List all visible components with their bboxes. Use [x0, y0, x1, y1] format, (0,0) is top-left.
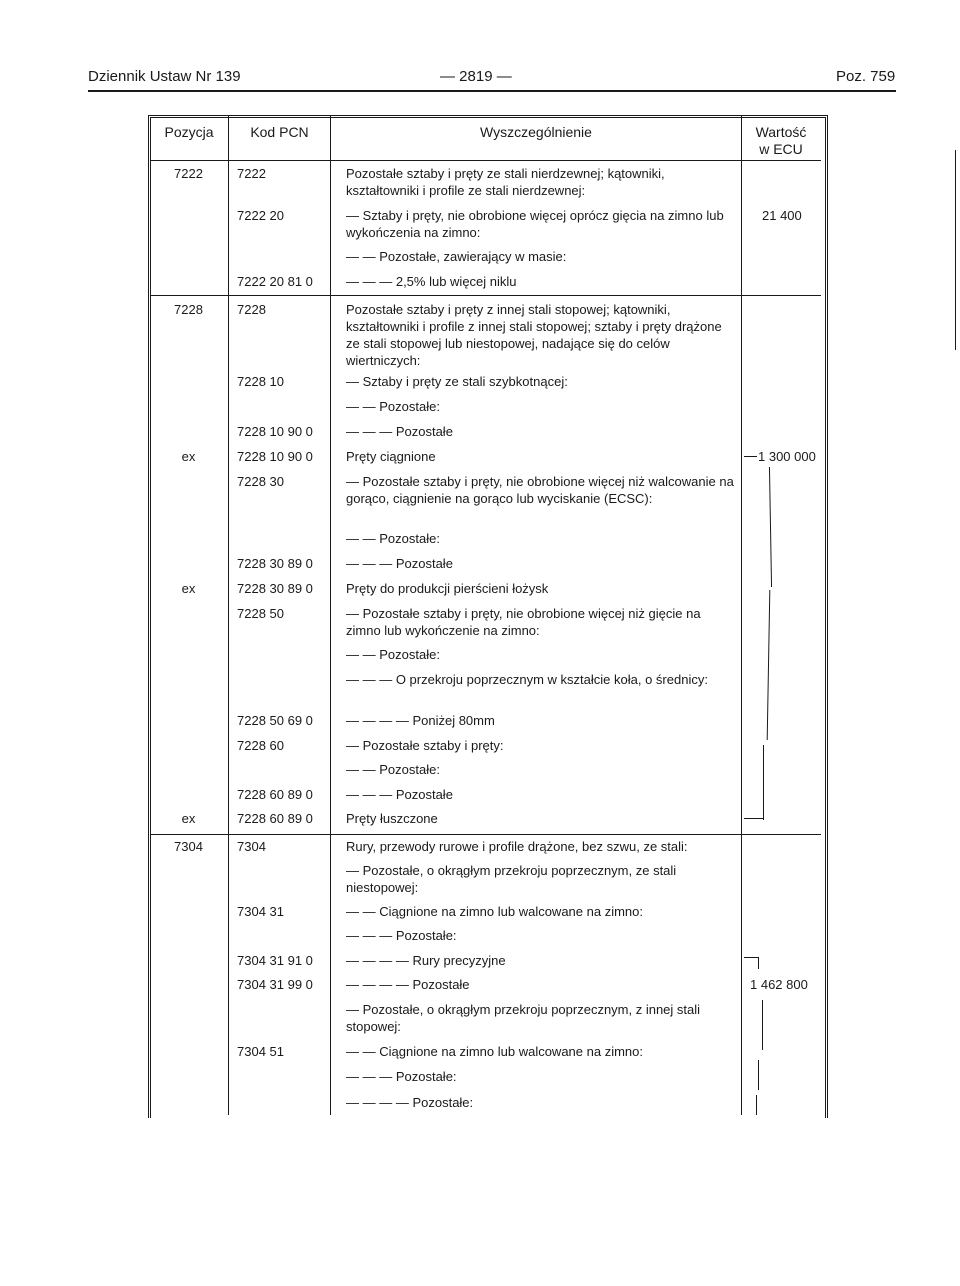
- row-description: — — — — Pozostałe: [346, 977, 470, 992]
- row-code: 7228 30: [237, 474, 284, 489]
- row-description: Pozostałe sztaby i pręty ze stali nierdzewnej; kątowniki, kształtowniki i profile ze stali nierdzewnej:: [346, 166, 665, 198]
- value-bracket-line: [756, 1095, 757, 1115]
- journal-title: Dziennik Ustaw Nr 139: [88, 68, 241, 85]
- column-header-description: Wyszczególnienie: [480, 124, 592, 140]
- column-divider-3: [741, 115, 742, 1115]
- row-code: 7228 10: [237, 374, 284, 389]
- row-position: ex: [181, 811, 196, 826]
- row-code: 7304 31 99 0: [237, 977, 313, 992]
- value-bracket-line: [763, 745, 764, 820]
- column-header-value: Wartość: [755, 124, 807, 140]
- column-divider-2: [330, 115, 331, 1115]
- row-description: Pozostałe sztaby i pręty z innej stali stopowej; kątowniki, kształtowniki i profile z innej stali stopowej; sztaby i pręty drążone ze stali stopowej lub niestopowej, nadające się do celów wiertniczych:: [346, 302, 722, 368]
- row-code: 7222 20 81 0: [237, 274, 313, 289]
- row-code: 7222 20: [237, 208, 284, 223]
- row-value: 1 300 000: [758, 449, 816, 464]
- row-value: 21 400: [762, 208, 802, 223]
- row-description: — — Ciągnione na zimno lub walcowane na zimno:: [346, 1044, 643, 1059]
- row-value: 1 462 800: [750, 977, 808, 992]
- row-description: — Pozostałe, o okrągłym przekroju poprzecznym, ze stali niestopowej:: [346, 863, 677, 895]
- row-description: — Sztaby i pręty ze stali szybkotnącej:: [346, 374, 568, 389]
- header-rule: [88, 90, 896, 92]
- row-position: ex: [181, 581, 196, 596]
- header-separator: [150, 160, 821, 161]
- row-description: — — Pozostałe, zawierający w masie:: [346, 249, 567, 264]
- row-code: 7228 10 90 0: [237, 449, 313, 464]
- row-position: 7304: [174, 839, 203, 854]
- row-position: 7228: [174, 302, 203, 317]
- row-description: — — Ciągnione na zimno lub walcowane na zimno:: [346, 904, 643, 919]
- row-description: — — Pozostałe:: [346, 647, 440, 662]
- row-description: Pręty do produkcji pierścieni łożysk: [346, 581, 549, 596]
- row-code: 7228 30 89 0: [237, 556, 313, 571]
- bracket-tick-bottom: [744, 818, 764, 819]
- row-description: Rury, przewody rurowe i profile drążone, bez szwu, ze stali:: [346, 839, 688, 854]
- column-header-value-unit: w ECU: [759, 141, 803, 157]
- row-description: — — — 2,5% lub więcej niklu: [346, 274, 517, 289]
- bracket-tick-top: [744, 957, 758, 958]
- row-description: — — — — Pozostałe:: [346, 1095, 474, 1110]
- row-description: — — — O przekroju poprzecznym w kształcie koła, o średnicy:: [346, 672, 708, 687]
- row-code: 7304 31 91 0: [237, 953, 313, 968]
- value-bracket-line: [758, 1060, 759, 1090]
- row-description: — Pozostałe, o okrągłym przekroju poprzecznym, z innej stali stopowej:: [346, 1002, 701, 1034]
- row-description: — — — Pozostałe: [346, 787, 453, 802]
- row-code: 7304 31: [237, 904, 284, 919]
- column-divider-1: [228, 115, 229, 1115]
- row-description: — Sztaby i pręty, nie obrobione więcej oprócz gięcia na zimno lub wykończenia na zimno:: [346, 208, 724, 240]
- value-bracket-line: [762, 1000, 763, 1050]
- row-code: 7228: [237, 302, 266, 317]
- row-description: — — Pozostałe:: [346, 762, 440, 777]
- row-code: 7304 51: [237, 1044, 284, 1059]
- row-code: 7222: [237, 166, 266, 181]
- row-description: — — — Pozostałe:: [346, 928, 457, 943]
- row-description: — — Pozostałe:: [346, 531, 440, 546]
- row-code: 7228 50 69 0: [237, 713, 313, 728]
- row-description: Pręty ciągnione: [346, 449, 436, 464]
- page-number: — 2819 —: [440, 68, 512, 85]
- row-position: ex: [181, 449, 196, 464]
- column-header-position: Pozycja: [164, 124, 214, 140]
- page-edge-mark: [955, 150, 956, 350]
- row-code: 7304: [237, 839, 266, 854]
- row-code: 7228 10 90 0: [237, 424, 313, 439]
- position-number: Poz. 759: [836, 68, 896, 85]
- row-description: — — — — Poniżej 80mm: [346, 713, 495, 728]
- column-header-code: Kod PCN: [250, 124, 309, 140]
- row-description: — Pozostałe sztaby i pręty:: [346, 738, 504, 753]
- row-code: 7228 60 89 0: [237, 811, 313, 826]
- row-position: 7222: [174, 166, 203, 181]
- value-bracket-line: [758, 957, 759, 969]
- row-description: — — — Pozostałe: [346, 556, 453, 571]
- row-description: — Pozostałe sztaby i pręty, nie obrobione więcej niż gięcie na zimno lub wykończenie na zimno:: [346, 606, 701, 638]
- row-description: — — — Pozostałe: [346, 424, 453, 439]
- row-description: — — — Pozostałe:: [346, 1069, 457, 1084]
- row-description: — — Pozostałe:: [346, 399, 440, 414]
- group-separator-7304: [150, 834, 821, 835]
- row-description: — — — — Rury precyzyjne: [346, 953, 506, 968]
- row-code: 7228 30 89 0: [237, 581, 313, 596]
- group-separator-7228: [150, 295, 821, 296]
- row-code: 7228 60 89 0: [237, 787, 313, 802]
- bracket-tick-top: [744, 456, 757, 457]
- row-code: 7228 60: [237, 738, 284, 753]
- row-description: — Pozostałe sztaby i pręty, nie obrobione więcej niż walcowanie na gorąco, ciągnienie na gorąco lub wyciskanie (ECSC):: [346, 474, 734, 506]
- row-code: 7228 50: [237, 606, 284, 621]
- row-description: Pręty łuszczone: [346, 811, 438, 826]
